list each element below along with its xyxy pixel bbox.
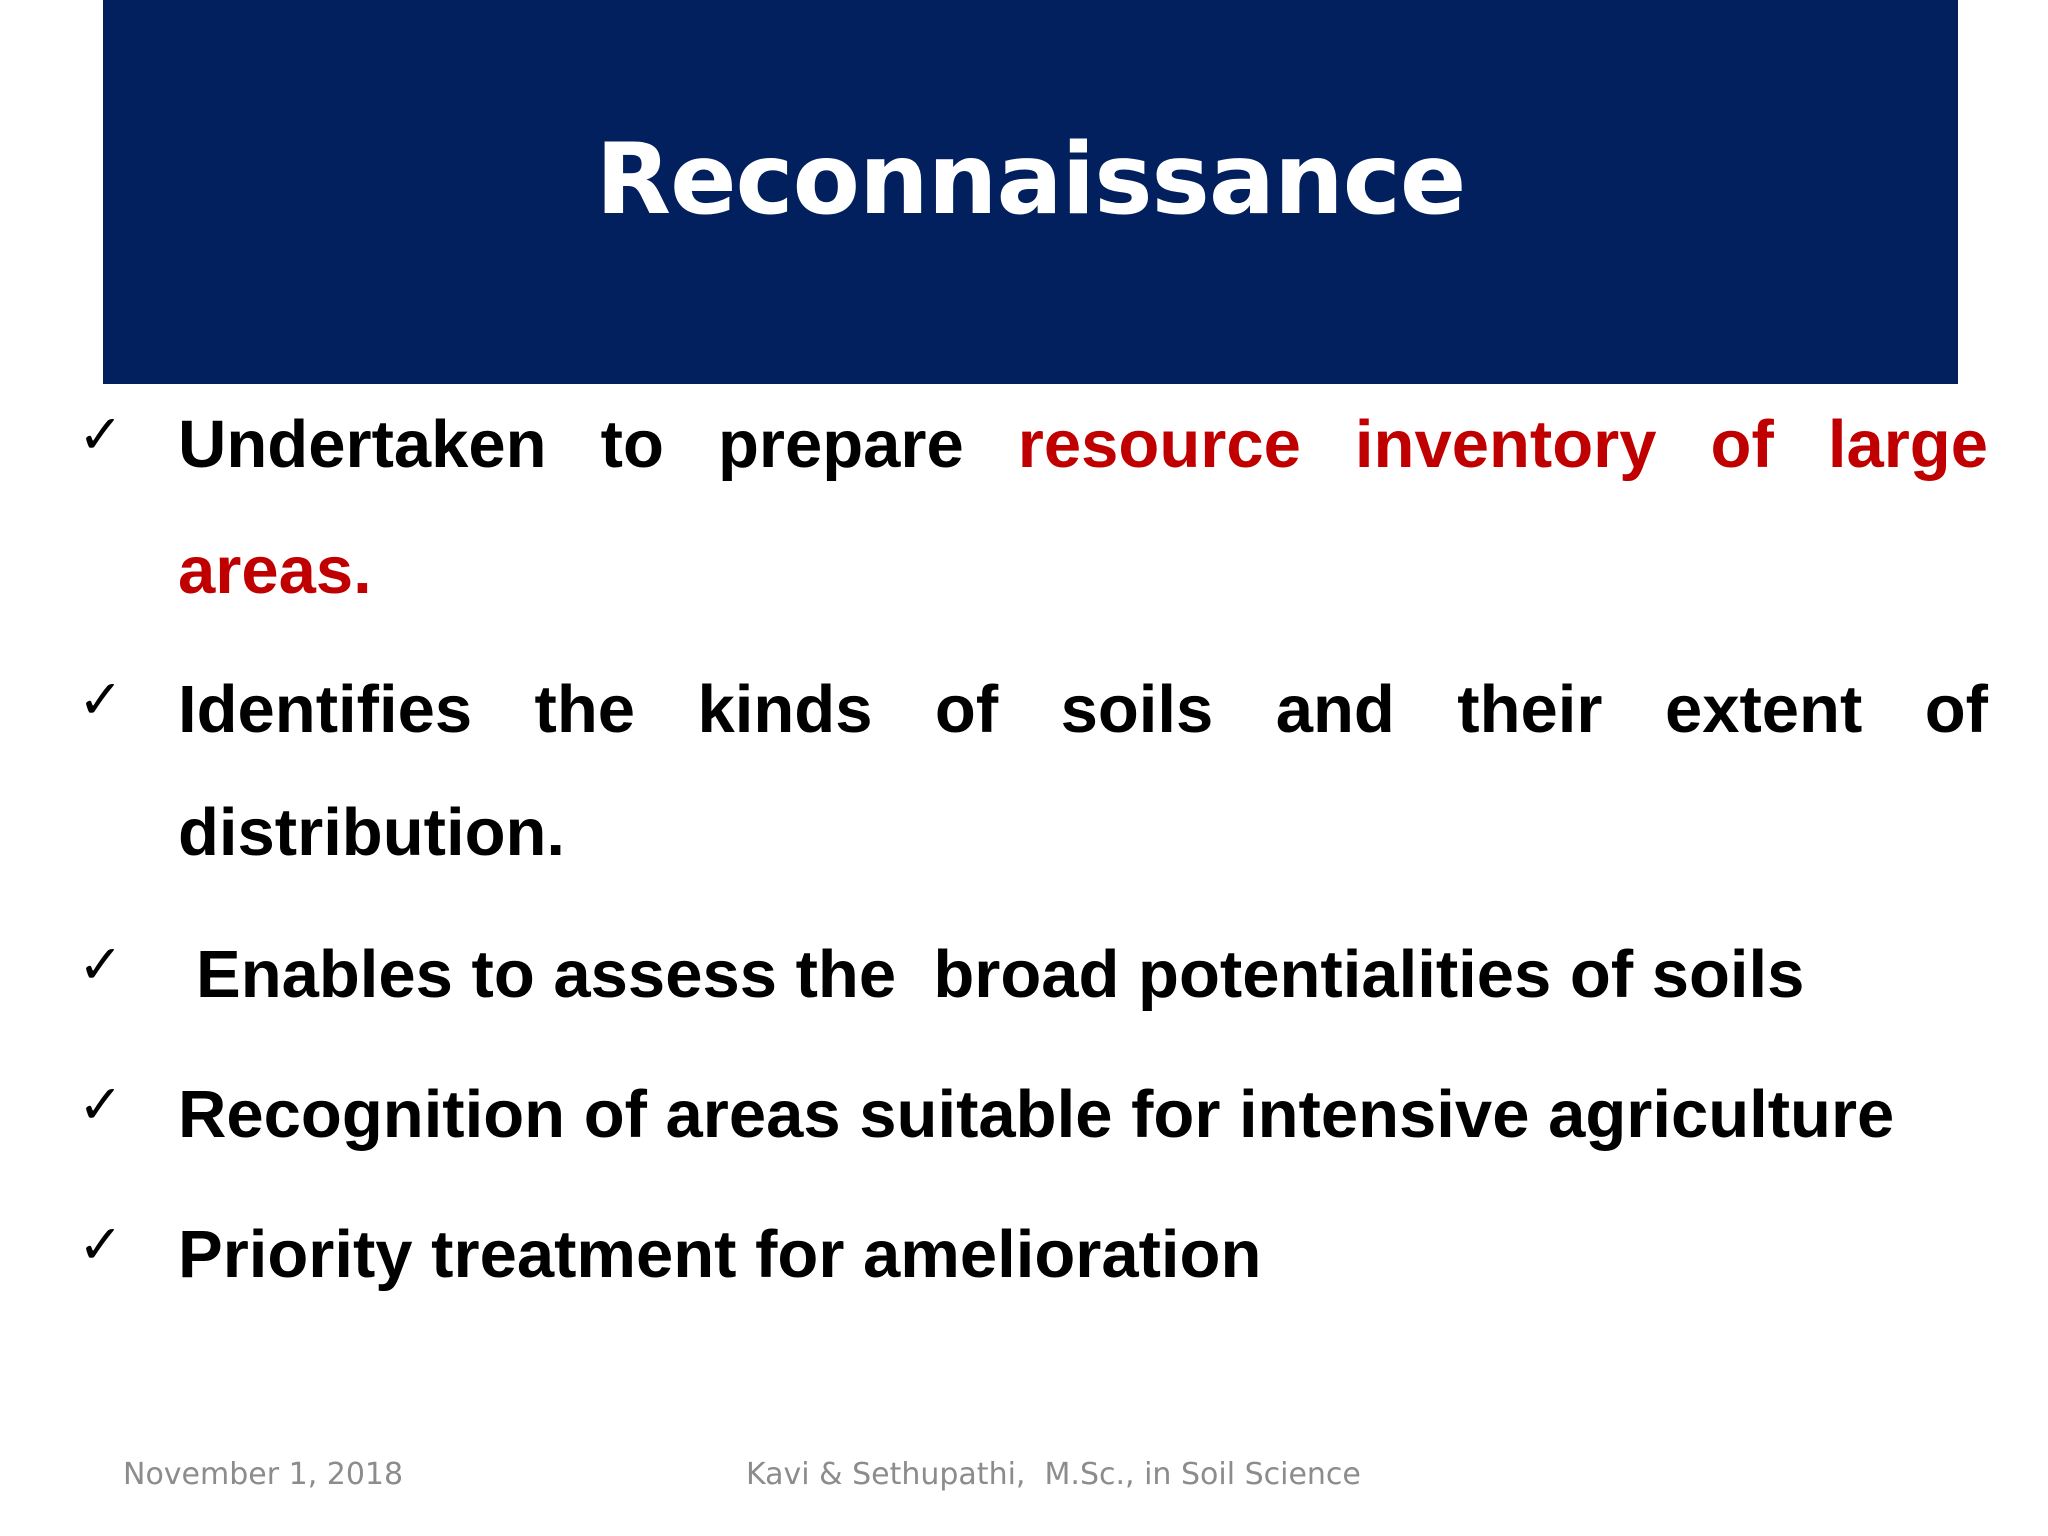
highlight-word: of (1710, 407, 1774, 482)
bullet-line (178, 531, 1988, 611)
highlight-word: inventory (1354, 407, 1657, 482)
bullet-word: the (534, 672, 636, 747)
checkmark-icon: ✓ (78, 933, 124, 996)
checkmark-icon: ✓ (78, 403, 124, 466)
bullet-line: Priority treatment for amelioration (178, 1217, 1262, 1292)
title-banner (103, 0, 1958, 384)
footer-author: Kavi & Sethupathi, M.Sc., in Soil Science (746, 1457, 1361, 1492)
bullet-word: Identifies (178, 672, 473, 747)
bullet-word: kinds (697, 672, 873, 747)
bullet-word: distribution. (178, 795, 566, 870)
bullet-word: and (1275, 672, 1395, 747)
highlight-word: large (1827, 407, 1988, 482)
checkmark-icon: ✓ (78, 1073, 124, 1136)
checkmark-icon: ✓ (78, 668, 124, 731)
bullet-word: prepare (717, 407, 964, 482)
bullet-line: Recognition of areas suitable for intensive agriculture (178, 1077, 1895, 1152)
slide-title: Reconnaissance (595, 123, 1466, 237)
bullet-line (178, 670, 1988, 750)
bullet-word: of (934, 672, 999, 747)
checkmark-icon: ✓ (78, 1213, 124, 1276)
bullet-word: their (1457, 672, 1603, 747)
bullet-line (178, 405, 1988, 485)
bullet-word: to (600, 407, 664, 482)
bullet-word: of (1924, 672, 1988, 747)
highlight-word: areas. (178, 533, 372, 608)
highlight-word: resource (1017, 407, 1301, 482)
bullet-line (178, 793, 1988, 873)
bullet-word: Undertaken (178, 407, 547, 482)
footer-date: November 1, 2018 (123, 1457, 404, 1492)
bullet-word: soils (1060, 672, 1214, 747)
bullet-word: extent (1664, 672, 1863, 747)
bullet-line: Enables to assess the broad potentialities of soils (196, 937, 1805, 1012)
